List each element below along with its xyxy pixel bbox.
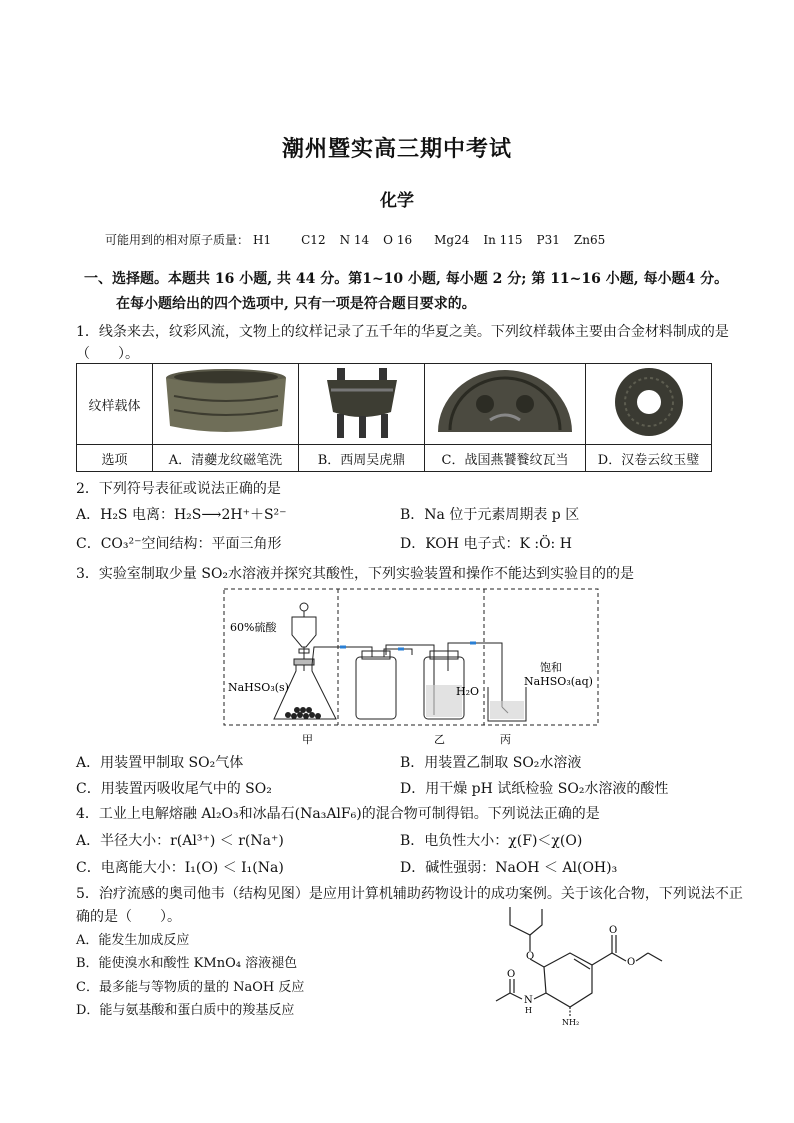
atomic-masses bbox=[105, 231, 619, 248]
brush-washer-image bbox=[153, 364, 299, 445]
atom-o-carbonyl: O bbox=[609, 925, 618, 936]
roof-tile-image bbox=[425, 364, 586, 445]
option-b[interactable]: B．西周吴虎鼎 bbox=[299, 445, 425, 472]
label-acid: 60%硫酸 bbox=[230, 621, 277, 634]
label-saturated: 饱和 bbox=[540, 661, 562, 674]
option-a[interactable]: A．清蘷龙纹磁笔洗 bbox=[153, 445, 299, 472]
q5-stem: 5．治疗流感的奥司他韦（结构见图）是应用计算机辅助药物设计的成功案例。关于该化合物，下列说法不正 bbox=[76, 886, 743, 902]
atom-o-ester: O bbox=[627, 957, 636, 968]
label-bing: 丙 bbox=[500, 733, 511, 746]
label-jia: 甲 bbox=[302, 733, 313, 746]
q3-option-d[interactable]: D．用干燥 pH 试纸检验 SO₂水溶液的酸性 bbox=[400, 781, 669, 797]
label-solution: NaHSO₃(aq) bbox=[524, 675, 593, 688]
atom-o-ether: O bbox=[526, 951, 535, 962]
atom-h-amide: H bbox=[525, 1006, 532, 1015]
q3-option-b[interactable]: B．用装置乙制取 SO₂水溶液 bbox=[400, 755, 582, 771]
q2-option-c[interactable]: C．CO₃²⁻空间结构：平面三角形 bbox=[76, 536, 282, 552]
mass-item: In 115 bbox=[483, 233, 523, 247]
q5-option-b[interactable]: B．能使溴水和酸性 KMnO₄ 溶液褪色 bbox=[76, 956, 298, 971]
atom-nh2: NH₂ bbox=[562, 1018, 580, 1027]
q5-option-d[interactable]: D．能与氨基酸和蛋白质中的羧基反应 bbox=[76, 1003, 295, 1018]
q1-table bbox=[76, 363, 712, 472]
q3-option-c[interactable]: C．用装置丙吸收尾气中的 SO₂ bbox=[76, 781, 272, 797]
row-label: 纹样载体 bbox=[77, 364, 153, 445]
label-yi: 乙 bbox=[434, 733, 445, 746]
section-heading: 一、选择题。本题共 16 小题, 共 44 分。第1~10 小题, 每小题 2 分; 第 11~16 小题, 每小题4 分。 bbox=[84, 271, 729, 287]
option-d[interactable]: D．汉卷云纹玉璧 bbox=[586, 445, 712, 472]
q5-option-c[interactable]: C．最多能与等物质的量的 NaOH 反应 bbox=[76, 980, 305, 995]
label-solid: NaHSO₃(s) bbox=[228, 681, 289, 694]
mass-item: P31 bbox=[536, 233, 560, 247]
q3-stem: 3．实验室制取少量 SO₂水溶液并探究其酸性，下列实验装置和操作不能达到实验目的的是 bbox=[76, 566, 635, 582]
mass-item: O 16 bbox=[383, 233, 413, 247]
mass-item: Zn65 bbox=[573, 233, 606, 247]
mass-item: C12 bbox=[301, 233, 326, 247]
masses-label: 可能用到的相对原子质量： bbox=[105, 233, 250, 247]
jade-bi-image bbox=[586, 364, 712, 445]
q2-option-d[interactable]: D．KOH 电子式：K :Ö: H bbox=[400, 536, 572, 552]
q3-apparatus-figure bbox=[222, 587, 602, 747]
q4-option-c[interactable]: C．电离能大小：I₁(O) ＜ I₁(Na) bbox=[76, 860, 284, 876]
mass-item: H1 bbox=[253, 233, 272, 247]
row-label: 选项 bbox=[77, 445, 153, 472]
option-c[interactable]: C．战国燕饕餮纹瓦当 bbox=[425, 445, 586, 472]
q4-option-b[interactable]: B．电负性大小：χ(F)＜χ(O) bbox=[400, 833, 583, 849]
q2-option-a[interactable]: A．H₂S 电离：H₂S⟶2H⁺＋S²⁻ bbox=[76, 507, 287, 523]
q1-stem-end: （ ）。 bbox=[76, 346, 139, 362]
q5-stem-end: 确的是（ ）。 bbox=[76, 909, 181, 925]
q4-option-d[interactable]: D．碱性强弱：NaOH ＜ Al(OH)₃ bbox=[400, 860, 618, 876]
label-water: H₂O bbox=[456, 685, 480, 698]
mass-item: N 14 bbox=[339, 233, 370, 247]
q4-stem: 4．工业上电解熔融 Al₂O₃和冰晶石(Na₃AlF₆)的混合物可制得铝。下列说法正确的是 bbox=[76, 806, 600, 822]
q1-stem: 1．线条来去，纹彩风流，文物上的纹样记录了五千年的华夏之美。下列纹样载体主要由合金材料制成的是 bbox=[76, 324, 729, 340]
q3-option-a[interactable]: A．用装置甲制取 SO₂气体 bbox=[76, 755, 244, 771]
atom-o-amide: O bbox=[507, 969, 516, 980]
bronze-ding-image bbox=[299, 364, 425, 445]
q5-option-a[interactable]: A．能发生加成反应 bbox=[76, 933, 190, 948]
oseltamivir-structure bbox=[486, 903, 666, 1028]
q2-stem: 2．下列符号表征或说法正确的是 bbox=[76, 481, 281, 497]
q2-option-b[interactable]: B．Na 位于元素周期表 p 区 bbox=[400, 507, 580, 523]
page-title: 潮州暨实高三期中考试 bbox=[281, 136, 512, 162]
subject-title: 化学 bbox=[380, 191, 414, 211]
mass-item: Mg24 bbox=[434, 233, 470, 247]
atom-n-amide: N bbox=[524, 995, 533, 1006]
q4-option-a[interactable]: A．半径大小：r(Al³⁺) ＜ r(Na⁺) bbox=[76, 833, 284, 849]
section-instruction: 在每小题给出的四个选项中, 只有一项是符合题目要求的。 bbox=[116, 296, 476, 312]
